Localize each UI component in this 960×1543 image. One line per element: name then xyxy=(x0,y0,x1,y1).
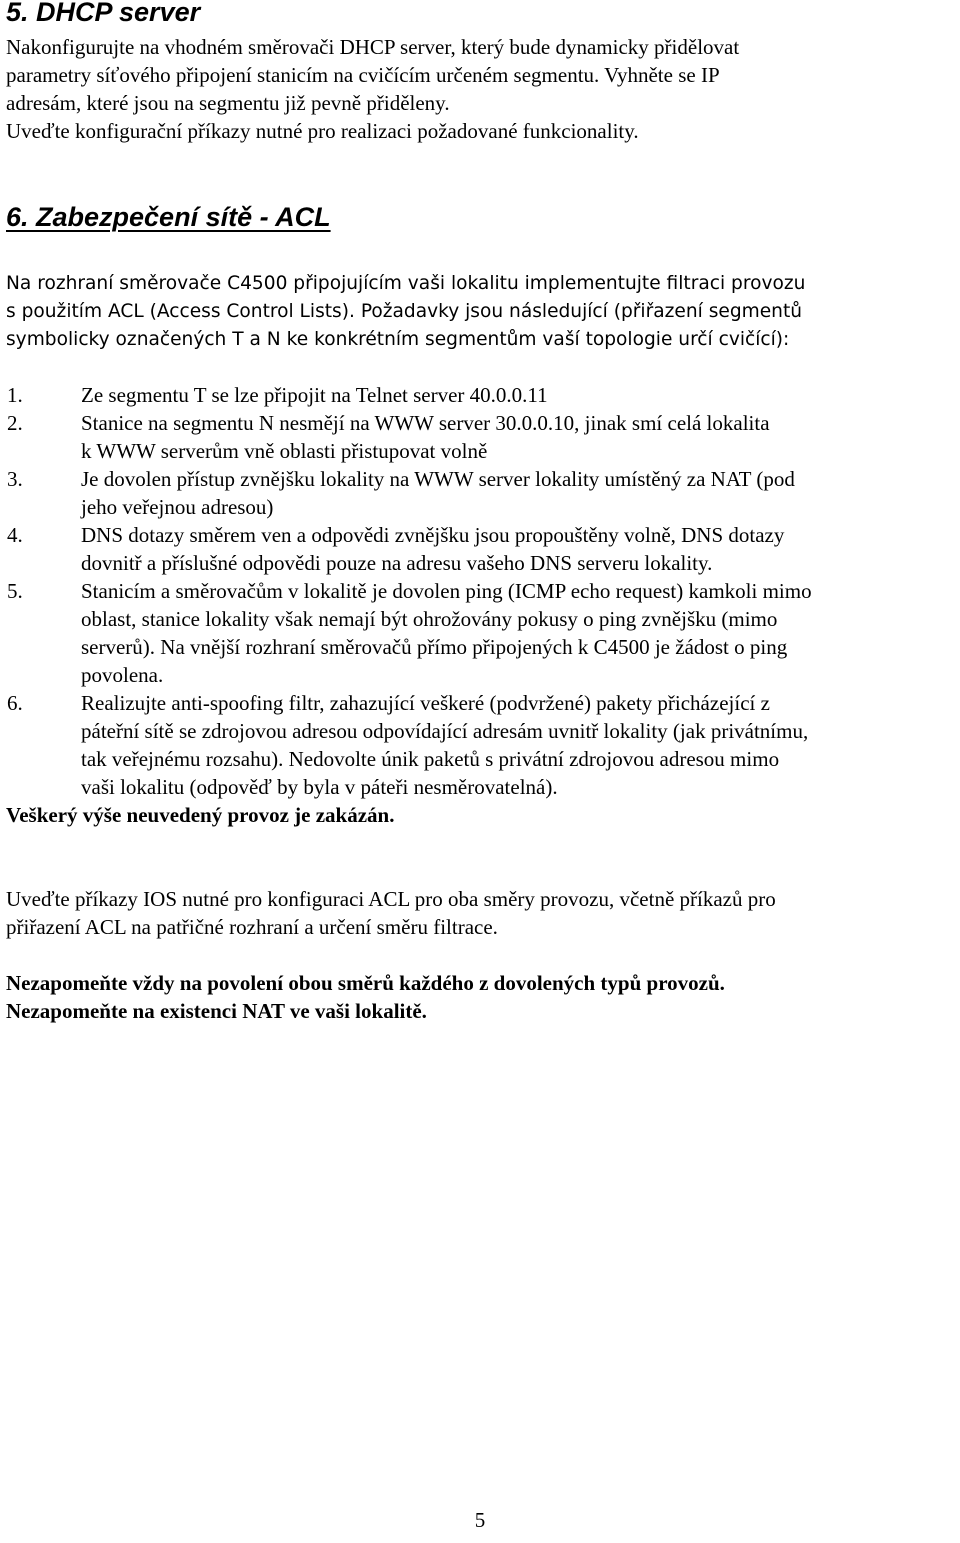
section-6-heading: 6. Zabezpečení sítě - ACL xyxy=(6,202,331,232)
list-item-line: povolena. xyxy=(81,663,164,687)
paragraph-line: Uveďte příkazy IOS nutné pro konfiguraci ACL pro oba směry provozu, včetně příkazů pro xyxy=(6,887,776,911)
paragraph-line: Nezapomeňte na existenci NAT ve vaši lokalitě. xyxy=(6,999,427,1023)
list-item-line: k WWW serverům vně oblasti přistupovat volně xyxy=(81,439,488,463)
list-item xyxy=(0,689,960,801)
list-item xyxy=(0,521,960,577)
list-item xyxy=(0,465,960,521)
paragraph-line: symbolicky označených T a N ke konkrétním segmentům vaší topologie určí cvičící): xyxy=(6,329,790,350)
forbidden-traffic-note xyxy=(6,801,960,829)
list-item-line: dovnitř a příslušné odpovědi pouze na adresu vašeho DNS serveru lokality. xyxy=(81,551,713,575)
paragraph-line: Na rozhraní směrovače C4500 připojujícím vaši lokalitu implementujte filtraci provozu xyxy=(6,273,806,294)
acl-requirements-list xyxy=(0,381,960,801)
list-item-number: 5. xyxy=(7,579,23,603)
paragraph-line: přiřazení ACL na patřičné rozhraní a určení směru filtrace. xyxy=(6,915,498,939)
list-item-line: Stanice na segmentu N nesmějí na WWW server 30.0.0.10, jinak smí celá lokalita xyxy=(81,411,770,435)
paragraph-line: adresám, které jsou na segmentu již pevně přiděleny. xyxy=(6,91,450,115)
list-item xyxy=(0,409,960,465)
section-5-heading: 5. DHCP server xyxy=(6,0,201,27)
list-item-line: serverů). Na vnější rozhraní směrovačů přímo připojených k C4500 je žádost o ping xyxy=(81,635,788,659)
list-item-line: Realizujte anti-spoofing filtr, zahazující veškeré (podvržené) pakety přicházející z xyxy=(81,691,770,715)
page-number: 5 xyxy=(474,1508,486,1532)
list-item-line: DNS dotazy směrem ven a odpovědi zvnějšku jsou propouštěny volně, DNS dotazy xyxy=(81,523,785,547)
paragraph-line: Nezapomeňte vždy na povolení obou směrů každého z dovolených typů provozů. xyxy=(6,971,725,995)
paragraph-line: Uveďte konfigurační příkazy nutné pro realizaci požadované funkcionality. xyxy=(6,119,639,143)
list-item-number: 1. xyxy=(7,383,23,407)
list-item xyxy=(0,577,960,689)
ios-commands-instruction xyxy=(6,885,960,941)
list-item-line: jeho veřejnou adresou) xyxy=(81,495,274,519)
section-5-paragraph xyxy=(6,33,960,145)
list-item-line: Stanicím a směrovačům v lokalitě je dovolen ping (ICMP echo request) kamkoli mimo xyxy=(81,579,812,603)
list-item-line: oblast, stanice lokality však nemají být ohrožovány pokusy o ping zvnějšku (mimo xyxy=(81,607,778,631)
list-item-number: 3. xyxy=(7,467,23,491)
list-item-line: páteřní sítě se zdrojovou adresou odpovídající adresám uvnitř lokality (jak privátnímu, xyxy=(81,719,809,743)
list-item-number: 6. xyxy=(7,691,23,715)
list-item-number: 4. xyxy=(7,523,23,547)
reminder-note xyxy=(6,969,960,1025)
list-item-line: Ze segmentu T se lze připojit na Telnet server 40.0.0.11 xyxy=(81,383,548,407)
list-item-number: 2. xyxy=(7,411,23,435)
paragraph-line: Nakonfigurujte na vhodném směrovači DHCP server, který bude dynamicky přidělovat xyxy=(6,35,740,59)
list-item-line: tak veřejnému rozsahu). Nedovolte únik paketů s privátní zdrojovou adresou mimo xyxy=(81,747,780,771)
section-6-intro xyxy=(6,270,960,354)
paragraph-line: parametry síťového připojení stanicím na cvičícím určeném segmentu. Vyhněte se IP xyxy=(6,63,720,87)
paragraph-line: Veškerý výše neuvedený provoz je zakázán. xyxy=(6,803,395,827)
list-item-line: vaši lokalitu (odpověď by byla v páteři nesměrovatelná). xyxy=(81,775,558,799)
paragraph-line: s použitím ACL (Access Control Lists). Požadavky jsou následující (přiřazení segmentů xyxy=(6,301,803,322)
list-item xyxy=(0,381,960,409)
list-item-line: Je dovolen přístup zvnějšku lokality na WWW server lokality umístěný za NAT (pod xyxy=(81,467,795,491)
